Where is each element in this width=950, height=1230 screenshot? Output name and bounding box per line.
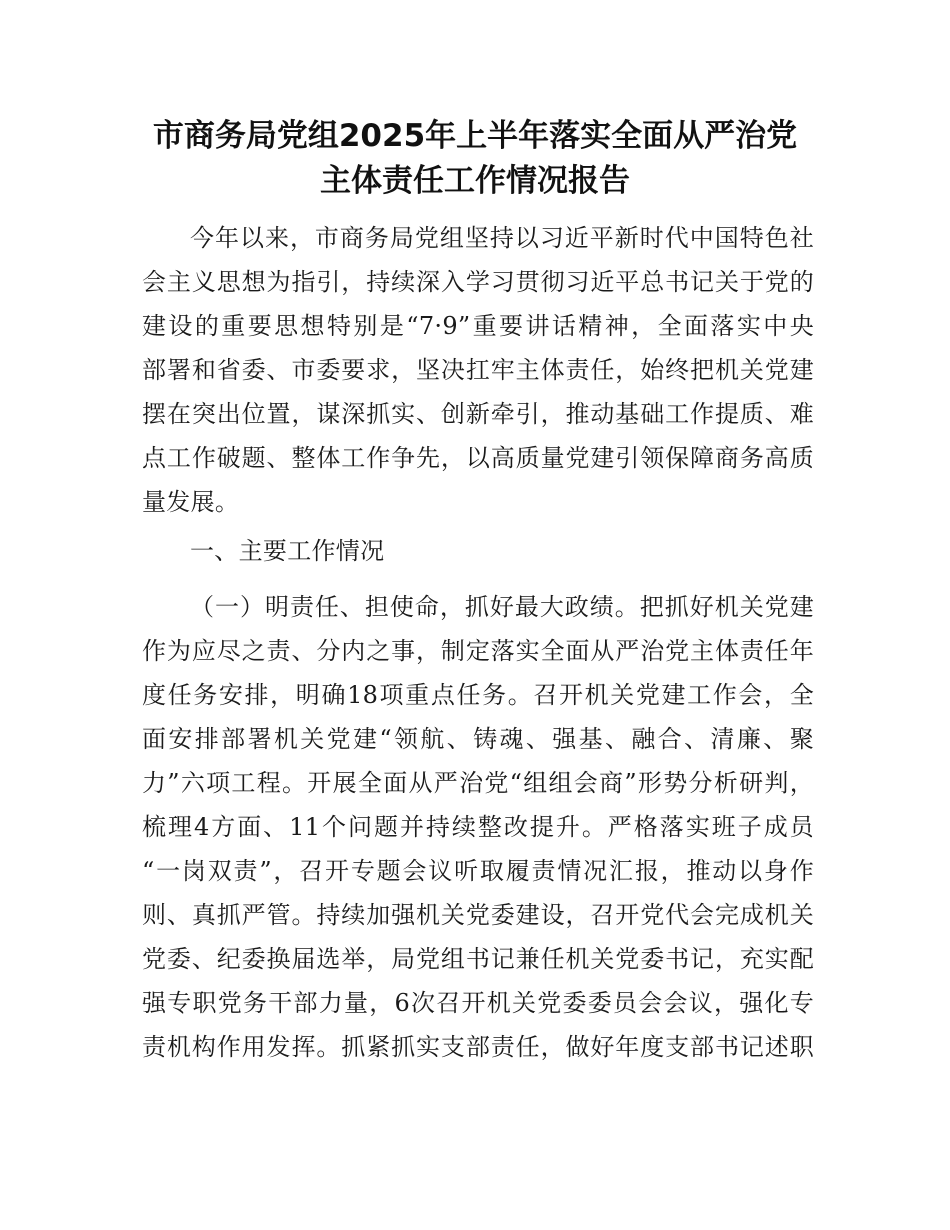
intro-line: 点工作破题、整体工作争先，以高质量党建引领保障商务高质: [142, 444, 814, 472]
intro-line: 今年以来，市商务局党组坚持以习近平新时代中国特色社: [190, 224, 814, 252]
paragraph-line: 作为应尽之责、分内之事，制定落实全面从严治党主体责任年: [142, 637, 814, 665]
document-title-line-1: 市商务局党组2025年上半年落实全面从严治党: [152, 118, 798, 154]
intro-line: 摆在突出位置，谋深抓实、创新牵引，推动基础工作提质、难: [142, 400, 814, 428]
intro-line: 会主义思想为指引，持续深入学习贯彻习近平总书记关于党的: [142, 268, 814, 296]
paragraph-line: 强专职党务干部力量，6次召开机关党委委员会会议，强化专: [142, 989, 814, 1017]
paragraph-line: 梳理4方面、11个问题并持续整改提升。严格落实班子成员: [142, 813, 814, 841]
paragraph-line: 责机构作用发挥。抓紧抓实支部责任，做好年度支部书记述职: [142, 1033, 814, 1061]
intro-line: 量发展。: [142, 488, 240, 516]
paragraph-line: 党委、纪委换届选举，局党组书记兼任机关党委书记，充实配: [142, 945, 814, 973]
section-heading: 一、主要工作情况: [190, 537, 385, 565]
intro-line: 部署和省委、市委要求，坚决扛牢主体责任，始终把机关党建: [142, 356, 814, 384]
intro-line: 建设的重要思想特别是“7·9”重要讲话精神，全面落实中央: [142, 312, 814, 340]
paragraph-line: 力”六项工程。开展全面从严治党“组组会商”形势分析研判，: [142, 769, 814, 797]
document-title-line-2: 主体责任工作情况报告: [320, 163, 630, 199]
paragraph-line: （一）明责任、担使命，抓好最大政绩。把抓好机关党建: [190, 593, 814, 621]
paragraph-line: “一岗双责”，召开专题会议听取履责情况汇报，推动以身作: [142, 857, 814, 885]
paragraph-line: 面安排部署机关党建“领航、铸魂、强基、融合、清廉、聚: [142, 725, 814, 753]
paragraph-line: 则、真抓严管。持续加强机关党委建设，召开党代会完成机关: [142, 901, 814, 929]
paragraph-line: 度任务安排，明确18项重点任务。召开机关党建工作会，全: [142, 681, 814, 709]
